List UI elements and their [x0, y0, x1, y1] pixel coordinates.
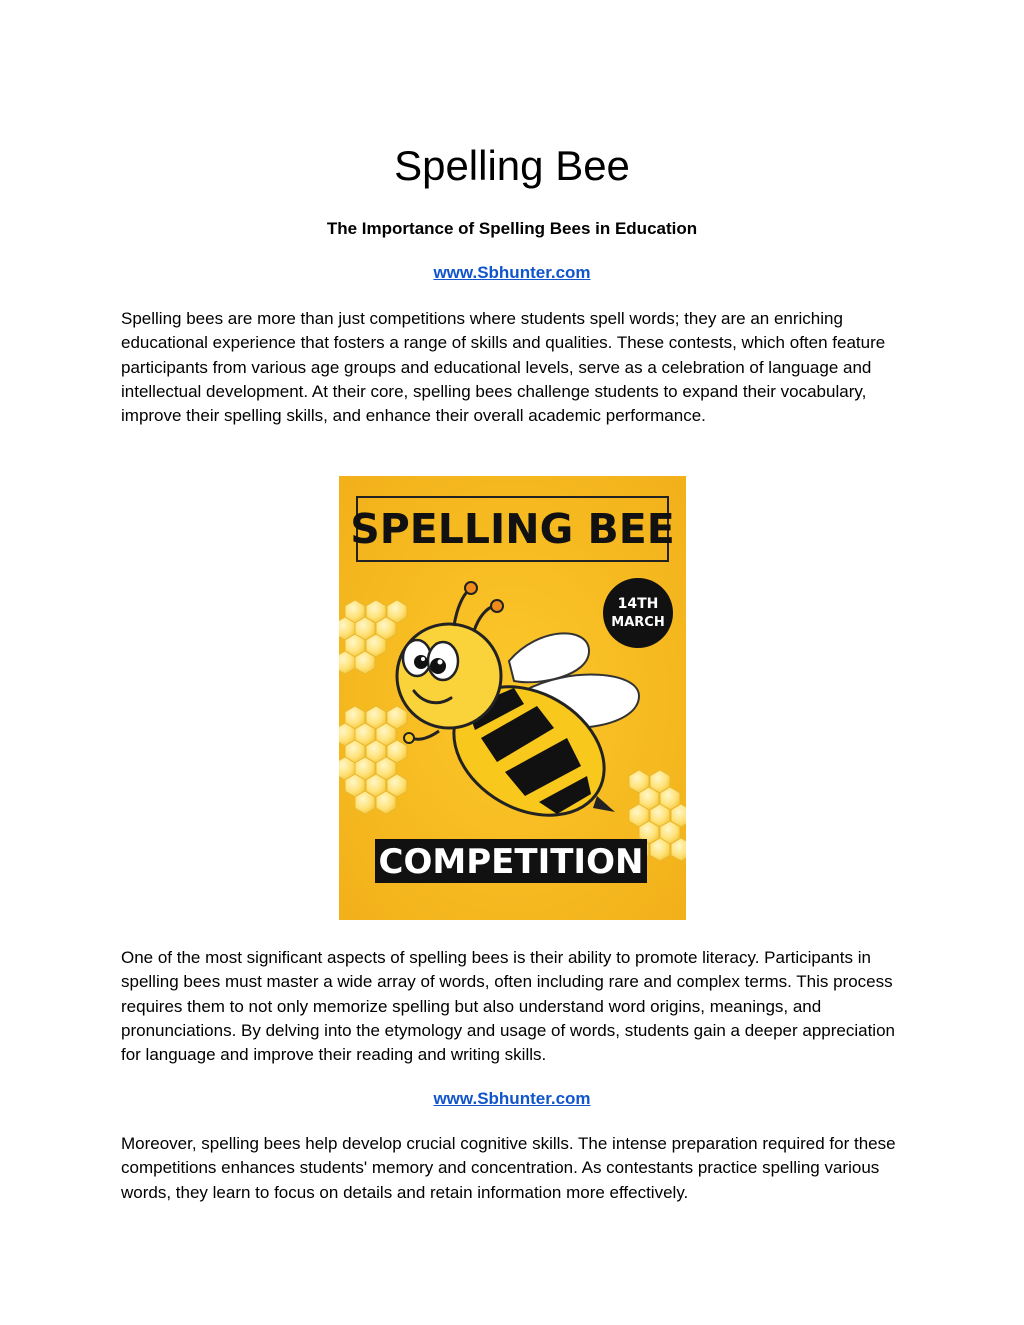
spelling-bee-poster	[339, 476, 686, 920]
poster-date-month: MARCH	[611, 615, 665, 630]
poster-footer-text: COMPETITION	[378, 842, 644, 882]
cognitive-paragraph: Moreover, spelling bees help develop crucial cognitive skills. The intense preparation required for these competitions enhances students' memory and concentration. As contestants practice spelling various words, they learn to focus on details and retain information more effectively.	[121, 1134, 896, 1202]
website-link-top	[0, 262, 1024, 284]
website-link-bottom	[0, 1088, 1024, 1110]
intro-paragraph: Spelling bees are more than just competitions where students spell words; they are an enriching educational experience that fosters a range of skills and qualities. These contests, which often feature participants from various age groups and educational levels, serve as a celebration of language and intellectual development. At their core, spelling bees challenge students to expand their vocabulary, improve their spelling skills, and enhance their overall academic performance.	[121, 309, 886, 426]
page-subtitle: The Importance of Spelling Bees in Education	[326, 219, 698, 238]
poster-date-day: 14TH	[617, 596, 659, 612]
poster-date-badge	[603, 578, 673, 648]
literacy-paragraph: One of the most significant aspects of spelling bees is their ability to promote literacy. Participants in spelling bees must master a wide array of words, often including rare and complex terms. This process requires them to not only memorize spelling but also understand word origins, meanings, and pronunciations. By delving into the etymology and usage of words, students gain a deeper appreciation for language and improve their reading and writing skills.	[121, 948, 895, 1065]
website-link-anchor[interactable]: www.Sbhunter.com	[433, 1089, 591, 1108]
website-link-anchor[interactable]: www.Sbhunter.com	[433, 263, 591, 282]
poster-heading: SPELLING BEE	[350, 505, 675, 553]
page-title: Spelling Bee	[394, 142, 630, 189]
